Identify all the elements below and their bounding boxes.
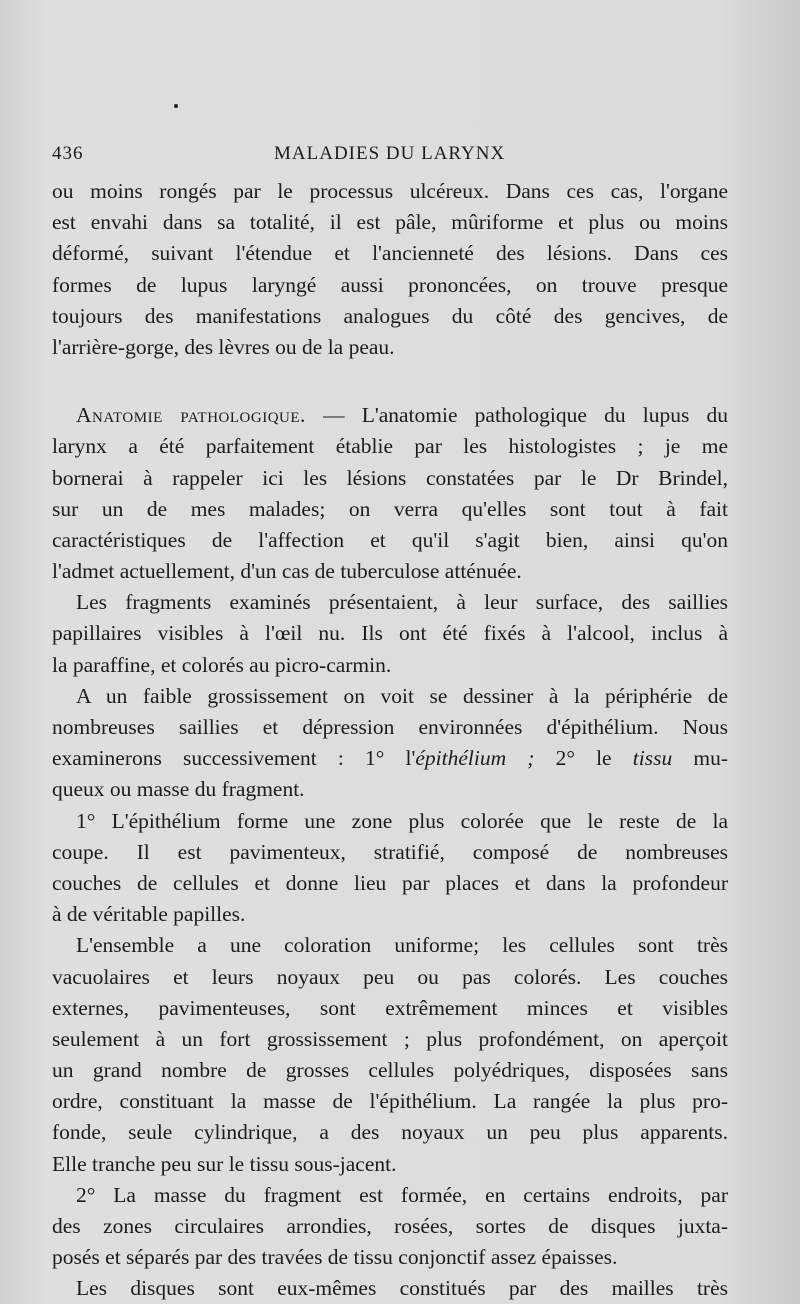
page-number: 436: [52, 143, 84, 164]
text-line: L'ensemble a une coloration uniforme; les cellules sont très: [76, 933, 728, 958]
paragraph-epithelium: [52, 806, 728, 931]
text-line: posés et séparés par des travées de tissu conjonctif assez épaisses.: [52, 1245, 618, 1270]
text-line: fonde, seule cylindrique, a des noyaux un peu plus apparents.: [52, 1120, 728, 1145]
text-line: externes, pavimenteuses, sont extrêmement minces et visibles: [52, 995, 728, 1020]
text-line: ou moins rongés par le processus ulcéreux. Dans ces cas, l'organe: [52, 179, 728, 203]
text-line: coupe. Il est pavimenteux, stratifié, composé de nombreuses: [52, 839, 728, 864]
text-line: toujours des manifestations analogues du côté des gencives, de: [52, 303, 728, 328]
text-line: 2° La masse du fragment est formée, en certains endroits, par: [76, 1182, 728, 1207]
italic-term: tissu: [632, 746, 673, 771]
paragraph-anatomie: [52, 400, 728, 587]
paragraph-fragments: [52, 587, 728, 681]
ink-speck: [174, 104, 178, 108]
text-line: larynx a été parfaitement établie par les histologistes ; je me: [52, 434, 728, 459]
page-header: [52, 143, 732, 167]
italic-term: épithélium ;: [415, 746, 535, 771]
text-line: seulement à un fort grossissement ; plus profondément, on aperçoit: [52, 1026, 728, 1051]
text-line: des zones circulaires arrondies, rosées, sortes de disques juxta-: [52, 1214, 728, 1238]
text-line: nombreuses saillies et dépression environnées d'épithélium. Nous: [52, 715, 728, 739]
text-run: mu-: [672, 746, 728, 771]
text-line: Les disques sont eux-mêmes constitués par des mailles très: [76, 1276, 728, 1301]
text-line: l'admet actuellement, d'un cas de tuberculose atténuée.: [52, 559, 522, 584]
text-line: est envahi dans sa totalité, il est pâle, mûriforme et plus ou moins: [52, 210, 728, 235]
paragraph-continuation: [52, 176, 728, 363]
heading-line-rest: — L'anatomie pathologique du lupus du: [305, 403, 728, 428]
text-line: couches de cellules et donne lieu par places et dans la profondeur: [52, 870, 728, 895]
text-line: bornerai à rappeler ici les lésions constatées par le Dr Brindel,: [52, 465, 728, 490]
text-run: examinerons successivement : 1° l': [52, 746, 416, 771]
paragraph-masse: [52, 1180, 728, 1274]
text-line: [52, 743, 728, 774]
text-line: un grand nombre de grosses cellules polyédriques, disposées sans: [52, 1058, 728, 1083]
text-line: à de véritable papilles.: [52, 902, 246, 927]
text-line: la paraffine, et colorés au picro-carmin.: [52, 652, 392, 677]
text-line: formes de lupus laryngé aussi prononcées, on trouve presque: [52, 272, 728, 297]
paragraph-grossissement: [52, 681, 728, 806]
text-line: Les fragments examinés présentaient, à leur surface, des saillies: [76, 590, 728, 615]
text-line: papillaires visibles à l'œil nu. Ils ont été fixés à l'alcool, inclus à: [52, 621, 728, 646]
paragraph-disques: [52, 1273, 728, 1304]
text-run: 2° le: [534, 746, 633, 771]
text-line: A un faible grossissement on voit se dessiner à la périphérie de: [76, 683, 728, 708]
text-line: vacuolaires et leurs noyaux peu ou pas colorés. Les couches: [52, 964, 728, 989]
section-heading: Anatomie pathologique.: [76, 403, 306, 428]
text-line: Elle tranche peu sur le tissu sous-jacent.: [52, 1151, 397, 1176]
running-title: MALADIES DU LARYNX: [274, 143, 506, 164]
text-line: queux ou masse du fragment.: [52, 777, 305, 802]
text-line: 1° L'épithélium forme une zone plus colorée que le reste de la: [76, 808, 728, 833]
text-line: ordre, constituant la masse de l'épithélium. La rangée la plus pro-: [52, 1089, 728, 1114]
text-line: caractéristiques de l'affection et qu'il s'agit bien, ainsi qu'on: [52, 527, 728, 552]
text-line: sur un de mes malades; on verra qu'elles sont tout à fait: [52, 496, 728, 521]
text-line: déformé, suivant l'étendue et l'ancienneté des lésions. Dans ces: [52, 241, 728, 266]
text-line: [52, 400, 728, 431]
paragraph-ensemble: [52, 930, 728, 1180]
text-line: l'arrière-gorge, des lèvres ou de la peau.: [52, 334, 395, 359]
body-text: [52, 176, 728, 1304]
